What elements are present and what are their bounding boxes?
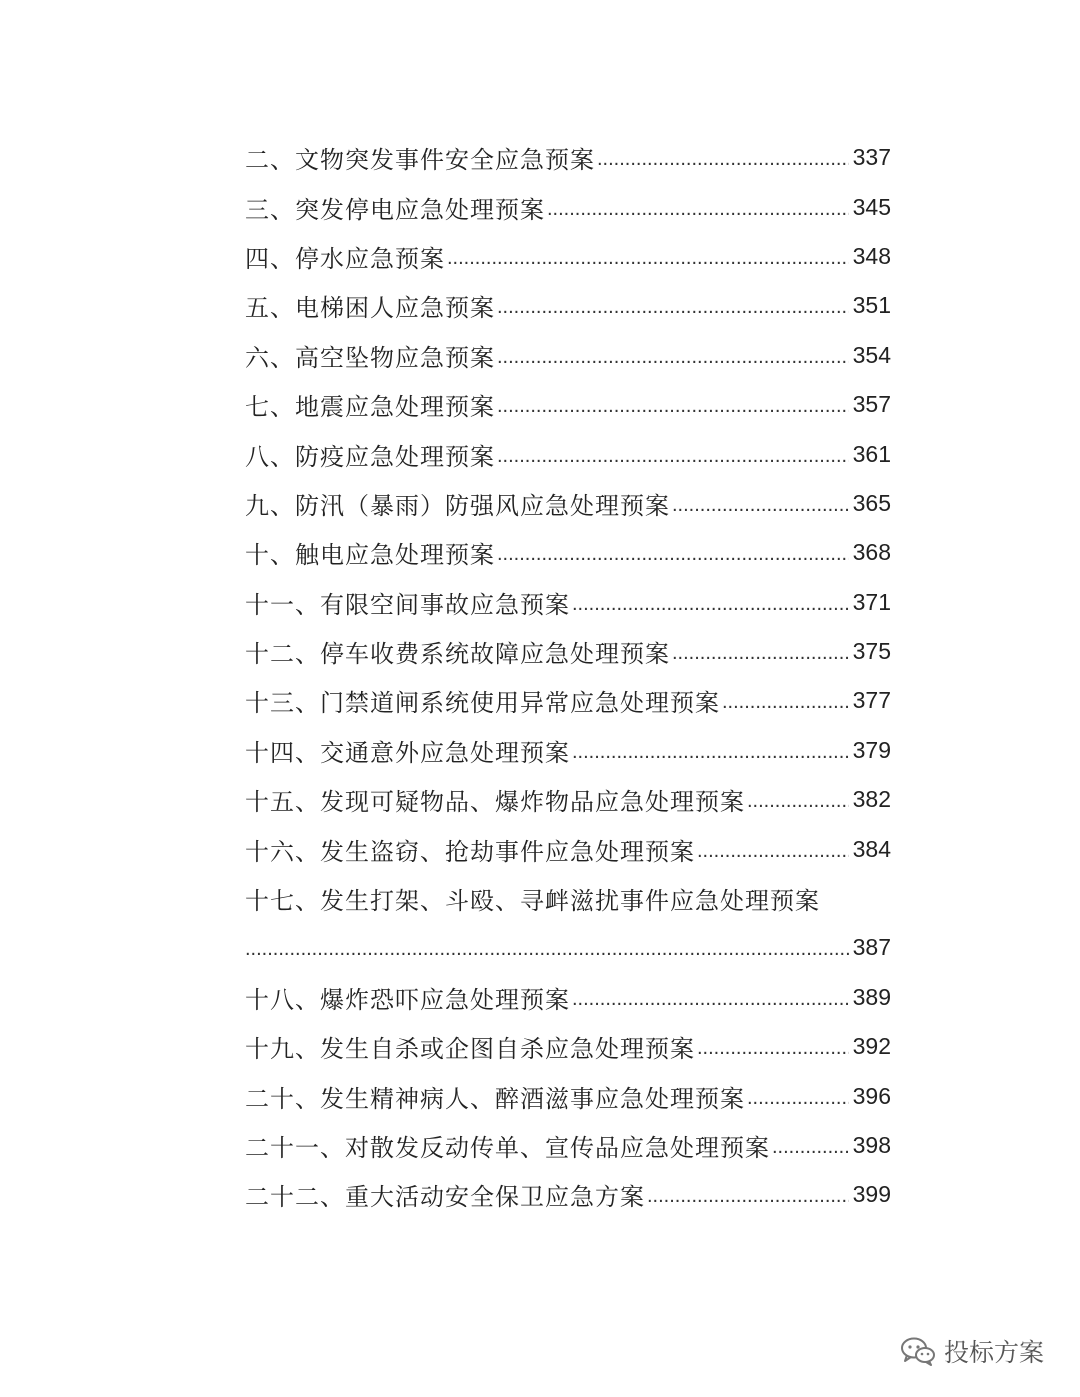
toc-entry-page: 351: [852, 292, 891, 319]
toc-entry-title: 十五、发现可疑物品、爆炸物品应急处理预案: [245, 788, 745, 817]
toc-entry[interactable]: [245, 479, 891, 528]
toc-entry-page: 365: [852, 489, 891, 516]
toc-entry-page: 377: [852, 687, 891, 714]
toc-entry-title: 三、突发停电应急处理预案: [245, 195, 545, 224]
toc-dot-leader: [772, 1136, 849, 1159]
toc-dot-leader: [697, 840, 849, 863]
toc-dot-leader: [747, 790, 849, 813]
toc-entry-title: 十八、爆炸恐吓应急处理预案: [245, 985, 570, 1014]
toc-entry-title: 十四、交通意外应急处理预案: [245, 738, 570, 767]
toc-entry[interactable]: [245, 824, 891, 873]
toc-entry-title: 二十一、对散发反动传单、宣传品应急处理预案: [245, 1134, 770, 1162]
toc-dot-leader: [597, 148, 849, 171]
toc-entry-title: 六、高空坠物应急预案: [245, 343, 495, 372]
toc-entry[interactable]: [245, 232, 891, 281]
toc-entry-page: 354: [852, 341, 891, 368]
toc-entry[interactable]: [245, 676, 891, 725]
toc-entry-page: 375: [852, 638, 891, 665]
toc-entry[interactable]: [245, 380, 891, 429]
toc-dot-leader: [572, 741, 849, 764]
toc-entry-page: 389: [852, 983, 891, 1010]
toc-entry[interactable]: [245, 1022, 891, 1071]
toc-entry-page: 398: [852, 1132, 891, 1158]
toc-dot-leader: [547, 198, 849, 221]
toc-dot-leader: [245, 938, 849, 961]
toc-dot-leader: [722, 691, 849, 714]
toc-entry[interactable]: [245, 429, 891, 478]
toc-entry-page: 382: [852, 786, 891, 813]
toc-entry[interactable]: [245, 726, 891, 775]
toc-entry-page: 384: [852, 835, 891, 862]
toc-dot-leader: [672, 642, 849, 665]
toc-entry-page: 345: [852, 193, 891, 220]
toc-entry-page: 357: [852, 391, 891, 418]
toc-dot-leader: [497, 346, 849, 369]
toc-entry-page: 337: [852, 144, 891, 171]
toc-entry-page: 396: [852, 1082, 891, 1109]
toc-entry-page: 348: [852, 242, 891, 269]
toc-dot-leader: [497, 296, 849, 319]
toc-entry-title: 十七、发生打架、斗殴、寻衅滋扰事件应急处理预案: [245, 887, 820, 916]
toc-entry-title: 十一、有限空间事故应急预案: [245, 590, 570, 619]
toc-entry[interactable]: [245, 578, 891, 627]
toc-entry[interactable]: [245, 182, 891, 231]
toc-entry-wrapped-leader-line[interactable]: [245, 923, 891, 972]
toc-entry-wrapped-title-line[interactable]: [245, 874, 935, 923]
toc-entry-title: 八、防疫应急处理预案: [245, 442, 495, 471]
toc-entry-page: 399: [852, 1181, 891, 1208]
toc-entry-title: 五、电梯困人应急预案: [245, 294, 495, 323]
toc-entry[interactable]: [245, 973, 891, 1022]
toc-entry-title: 十六、发生盗窃、抢劫事件应急处理预案: [245, 837, 695, 866]
toc-dot-leader: [747, 1087, 849, 1110]
watermark: [900, 1333, 1044, 1369]
toc-entry-title: 二、文物突发事件安全应急预案: [245, 146, 595, 175]
toc-entry[interactable]: [245, 133, 891, 182]
toc-dot-leader: [572, 593, 849, 616]
toc-entry-title: 二十、发生精神病人、醉酒滋事应急处理预案: [245, 1084, 745, 1113]
toc-entry[interactable]: [245, 627, 891, 676]
toc-entry-page: 379: [852, 736, 891, 763]
toc-entry[interactable]: [245, 331, 891, 380]
toc-entry-title: 七、地震应急处理预案: [245, 393, 495, 422]
toc-dot-leader: [572, 988, 849, 1011]
toc-dot-leader: [497, 445, 849, 468]
toc-entry[interactable]: [245, 528, 891, 577]
toc-entry[interactable]: [245, 1121, 891, 1170]
toc-entry-title: 十九、发生自杀或企图自杀应急处理预案: [245, 1035, 695, 1064]
toc-entry[interactable]: [245, 775, 891, 824]
toc-dot-leader: [497, 395, 849, 418]
toc-dot-leader: [647, 1185, 849, 1208]
toc-dot-leader: [672, 494, 849, 517]
watermark-text: 投标方案: [943, 1338, 1044, 1367]
toc-entry-title: 二十二、重大活动安全保卫应急方案: [245, 1183, 645, 1212]
toc-entry-title: 九、防汛（暴雨）防强风应急处理预案: [245, 491, 670, 520]
toc-dot-leader: [447, 247, 849, 270]
toc-entry[interactable]: [245, 281, 891, 330]
toc-entry[interactable]: [245, 1071, 891, 1120]
wechat-icon: [900, 1336, 936, 1366]
toc-dot-leader: [697, 1037, 849, 1060]
toc-entry[interactable]: [245, 1170, 891, 1219]
toc-entry-page: 368: [852, 539, 891, 566]
toc-dot-leader: [497, 543, 849, 566]
toc-entry-page: 361: [852, 440, 891, 467]
toc-entry-title: 十二、停车收费系统故障应急处理预案: [245, 640, 670, 669]
toc-entry-title: 四、停水应急预案: [245, 244, 445, 273]
toc-entry-page: 387: [852, 934, 891, 961]
table-of-contents: [245, 133, 891, 1220]
toc-entry-page: 392: [852, 1033, 891, 1060]
toc-entry-page: 371: [852, 588, 891, 615]
toc-entry-title: 十、触电应急处理预案: [245, 541, 495, 570]
toc-entry-title: 十三、门禁道闸系统使用异常应急处理预案: [245, 689, 720, 718]
